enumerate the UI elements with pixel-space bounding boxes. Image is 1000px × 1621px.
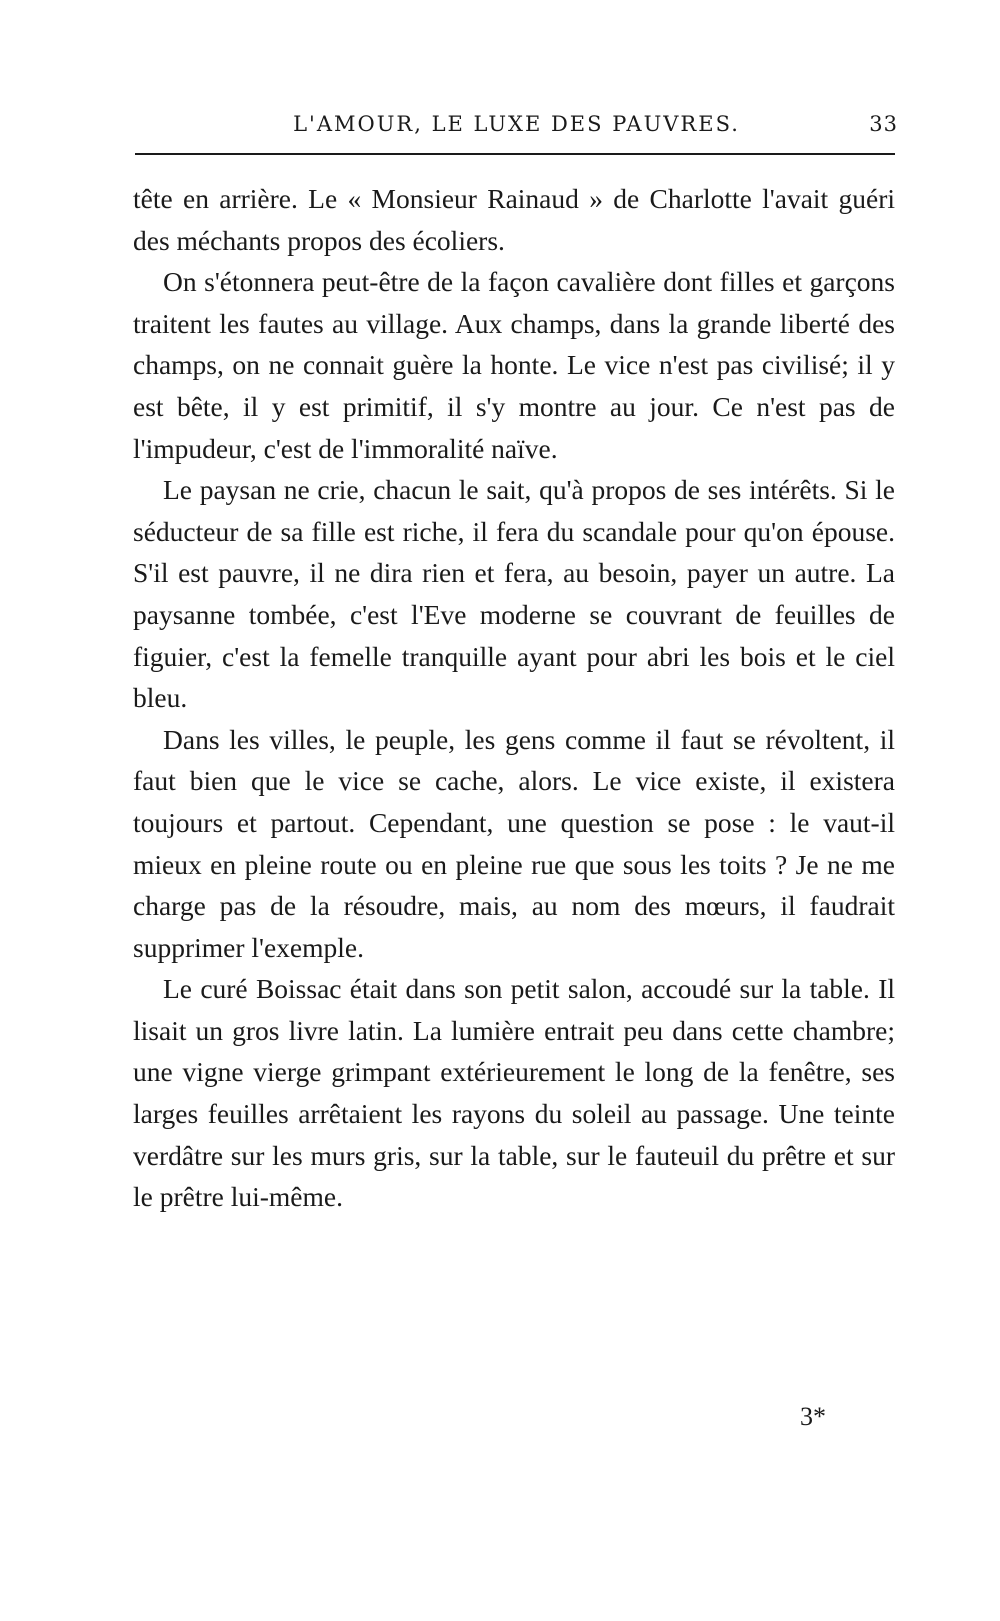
paragraph-3: Le paysan ne crie, chacun le sait, qu'à propos de ses intérêts. Si le séducteur de sa fille est riche, il fera du scandale pour qu'on épouse. S'il est pauvre, il ne dira rien et fera, au besoin, payer un autre. La paysanne tombée, c'est l'Eve moderne se couvrant de feuilles de figuier, c'est la femelle tranquille ayant pour abri les bois et le ciel bleu. (133, 474, 895, 714)
signature-mark: 3* (800, 1402, 826, 1431)
page-number: 33 (869, 112, 898, 136)
paragraph-4: Dans les villes, le peuple, les gens comme il faut se révoltent, il faut bien que le vice se cache, alors. Le vice existe, il existera toujours et partout. Cependant, une question se pose : le vaut-il mieux en pleine route ou en pleine rue que sous les toits ? Je ne me charge pas de la résoudre, mais, au nom des mœurs, il faudrait supprimer l'exemple. (133, 723, 895, 963)
paragraph-2: On s'étonnera peut-être de la façon cavalière dont filles et garçons traitent les fautes au village. Aux champs, dans la grande liberté des champs, on ne connait guère la honte. Le vice n'est pas civilisé; il y est bête, il y est primitif, il s'y montre au jour. Ce n'est pas de l'impudeur, c'est de l'immoralité naïve. (133, 266, 895, 464)
running-head (135, 112, 898, 146)
running-title: L'AMOUR, LE LUXE DES PAUVRES. (293, 112, 740, 136)
paragraph-5: Le curé Boissac était dans son petit salon, accoudé sur la table. Il lisait un gros livre latin. La lumière entrait peu dans cette chambre; une vigne vierge grimpant extérieurement le long de la fenêtre, ses larges feuilles arrêtaient les rayons du soleil au passage. Une teinte verdâtre sur les murs gris, sur la table, sur le fauteuil du prêtre et sur le prêtre lui-même. (133, 973, 895, 1213)
header-rule (135, 153, 895, 155)
body-text (133, 178, 895, 1218)
paragraph-1: tête en arrière. Le « Monsieur Rainaud » de Charlotte l'avait guéri des méchants propos des écoliers. (133, 183, 895, 256)
